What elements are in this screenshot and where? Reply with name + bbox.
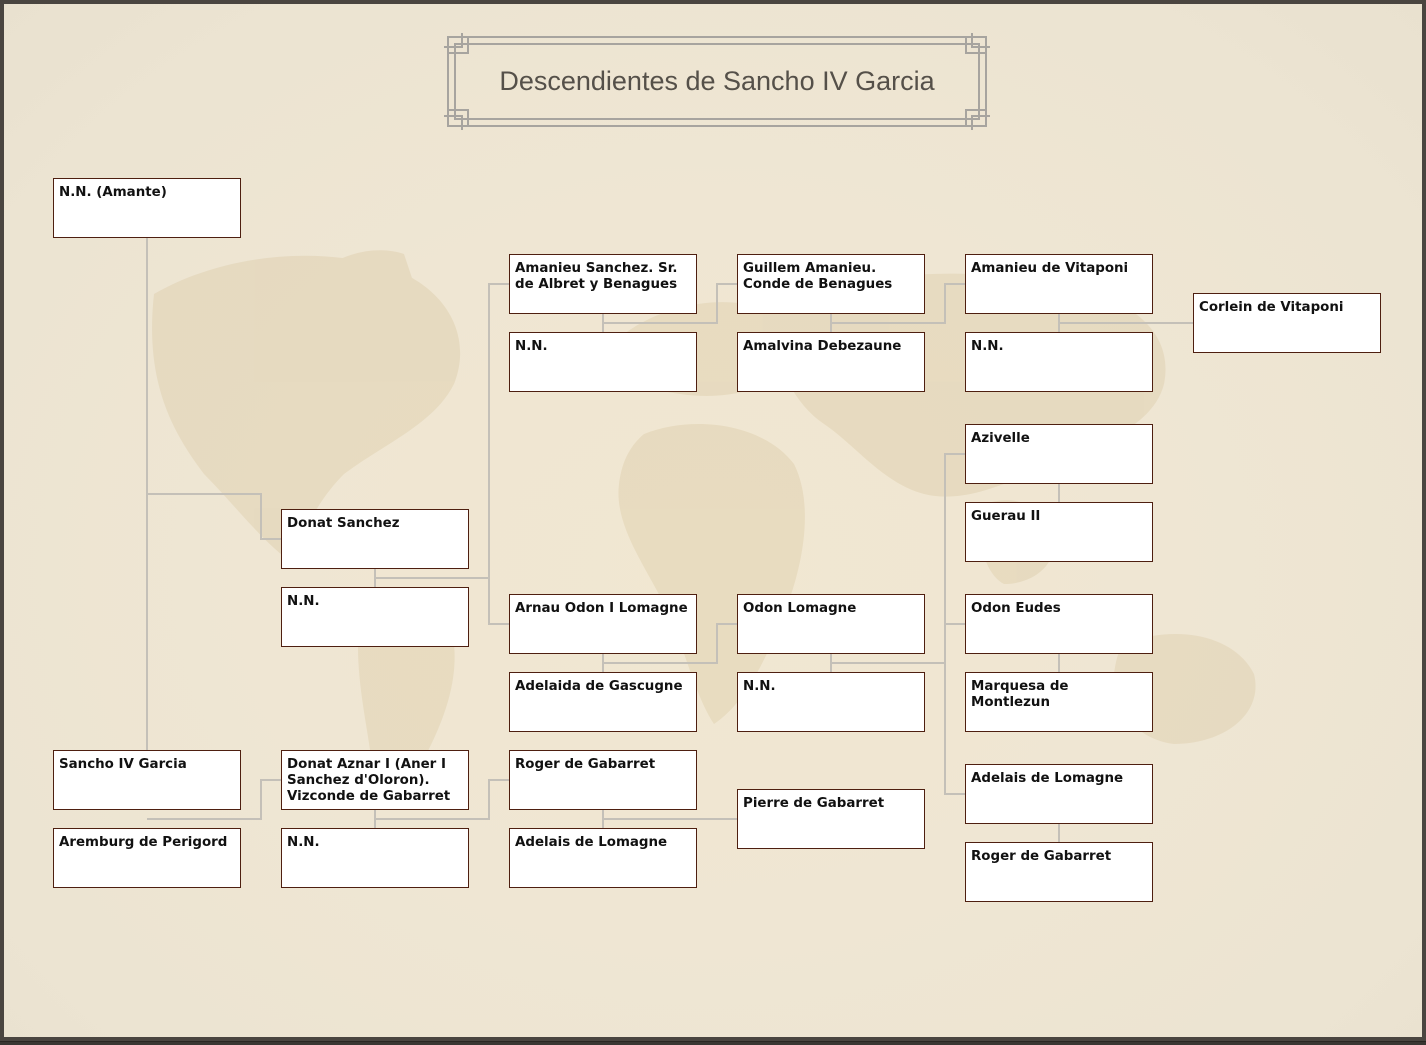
person-name: Marquesa de Montlezun [971,679,1069,710]
diagram-title: Descendientes de Sancho IV Garcia [499,66,935,96]
person-name: N.N. [515,339,548,354]
person-box-guerau-ii[interactable] [965,502,1153,562]
person-box-donat-aznar-i-spouse[interactable] [281,828,469,888]
person-name: Amalvina Debezaune [743,339,902,354]
person-box-odon-lomagne-spouse[interactable] [737,672,925,732]
person-name: Azivelle [971,431,1030,446]
person-box-sancho-iv-garcia[interactable] [53,750,241,810]
person-box-odon-eudes[interactable] [965,594,1153,654]
person-box-donat-sanchez[interactable] [281,509,469,569]
person-box-aremburg-de-perigord[interactable] [53,828,241,888]
person-name: Guerau II [971,509,1041,524]
connector-line [147,494,281,539]
person-box-amanieu-de-vitaponi-spouse[interactable] [965,332,1153,392]
person-name: Adelais de Lomagne [971,771,1124,786]
person-name: Amanieu Sanchez. Sr. de Albret y Benagues [515,261,678,292]
person-name: Adelaida de Gascugne [515,679,683,694]
person-box-roger-de-gabarret-2[interactable] [965,842,1153,902]
person-name: N.N. (Amante) [59,185,167,200]
person-box-adelaida-de-gascugne[interactable] [509,672,697,732]
person-box-nn-amante[interactable] [53,178,241,238]
person-name: Aremburg de Perigord [59,835,228,850]
person-box-azivelle[interactable] [965,424,1153,484]
person-name: Pierre de Gabarret [743,796,885,811]
person-name: Odon Lomagne [743,601,857,616]
person-box-odon-lomagne[interactable] [737,594,925,654]
person-box-amanieu-de-vitaponi[interactable] [965,254,1153,314]
person-box-guillem-amanieu[interactable] [737,254,925,314]
person-name: Donat Aznar I (Aner I Sanchez d'Oloron). Vizconde de Gabarret [287,757,451,804]
person-box-adelais-de-lomagne-2[interactable] [965,764,1153,824]
title-frame [444,33,990,130]
person-name: N.N. [287,594,320,609]
person-name: Guillem Amanieu. Conde de Benagues [743,261,893,292]
person-name: Roger de Gabarret [515,757,656,772]
connector-lines [4,4,1426,1045]
person-box-amalvina-debezaune[interactable] [737,332,925,392]
person-name: Amanieu de Vitaponi [971,261,1129,276]
connector-line [489,284,509,624]
person-box-corlein-de-vitaponi[interactable] [1193,293,1381,353]
person-name: Sancho IV Garcia [59,757,187,772]
person-box-donat-sanchez-spouse[interactable] [281,587,469,647]
person-box-amanieu-sanchez[interactable] [509,254,697,314]
person-box-adelais-de-lomagne-1[interactable] [509,828,697,888]
person-name: Donat Sanchez [287,516,400,531]
person-name: N.N. [287,835,320,850]
person-name: Roger de Gabarret [971,849,1112,864]
person-box-pierre-de-gabarret[interactable] [737,789,925,849]
person-box-amanieu-sanchez-spouse[interactable] [509,332,697,392]
person-box-arnau-odon-i-lomagne[interactable] [509,594,697,654]
person-name: Odon Eudes [971,601,1061,616]
person-box-marquesa-de-montlezun[interactable] [965,672,1153,732]
person-name: Corlein de Vitaponi [1199,300,1344,315]
person-name: Adelais de Lomagne [515,835,668,850]
person-box-donat-aznar-i[interactable] [281,750,469,810]
person-name: N.N. [971,339,1004,354]
person-box-roger-de-gabarret-1[interactable] [509,750,697,810]
person-name: Arnau Odon I Lomagne [515,601,688,616]
person-name: N.N. [743,679,776,694]
